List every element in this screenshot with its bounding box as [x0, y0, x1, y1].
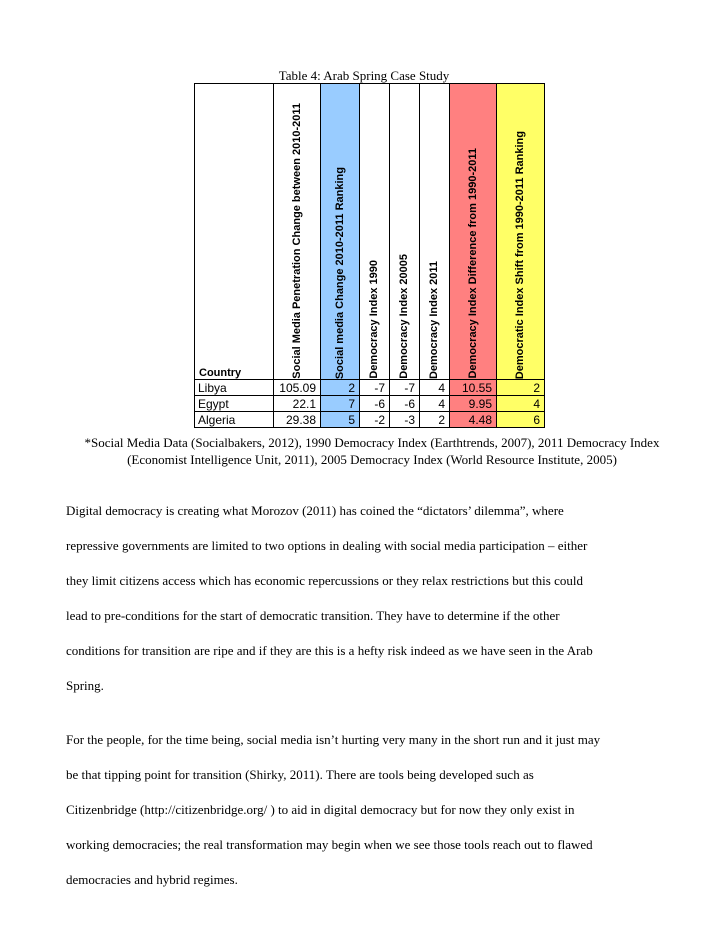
paragraph-line: repressive governments are limited to two options in dealing with social media participation – either — [66, 538, 588, 553]
cell-smpc: 105.09 — [274, 380, 321, 396]
table-row — [195, 412, 545, 428]
paragraph-line: democracies and hybrid regimes. — [66, 872, 238, 887]
cell-di-shift: 2 — [497, 380, 545, 396]
header-democracy-index-2005: Democracy Index 20005 — [390, 84, 420, 380]
footnote-line: (Economist Intelligence Unit, 2011), 2005 Democracy Index (World Resource Institute, 2005) — [127, 452, 617, 467]
table-row — [195, 396, 545, 412]
paragraph-line: working democracies; the real transformation may begin when we see those tools reach out to flawed — [66, 837, 593, 852]
cell-di1990: -2 — [360, 412, 390, 428]
header-democracy-index-2011: Democracy Index 2011 — [420, 84, 450, 380]
cell-smc-rank: 7 — [321, 396, 360, 412]
paragraph-line: For the people, for the time being, social media isn’t hurting very many in the short run and it just may — [66, 732, 601, 747]
header-democracy-index-1990: Democracy Index 1990 — [360, 84, 390, 380]
paragraph-line: conditions for transition are ripe and if they are this is a hefty risk indeed as we have seen in the Arab — [66, 643, 593, 658]
header-democracy-index-difference: Democracy Index Difference from 1990-2011 — [450, 84, 497, 380]
header-democratic-index-shift-ranking: Democratic Index Shift from 1990-2011 Ranking — [497, 84, 545, 380]
paragraph-line: they limit citizens access which has economic repercussions or they relax restrictions but this could — [66, 573, 583, 588]
header-social-media-change-ranking: Social media Change 2010-2011 Ranking — [321, 84, 360, 380]
paragraph-line: lead to pre-conditions for the start of democratic transition. They have to determine if the other — [66, 608, 560, 623]
paragraph-line: Digital democracy is creating what Morozov (2011) has coined the “dictators’ dilemma”, where — [66, 503, 564, 518]
cell-di2005: -7 — [390, 380, 420, 396]
cell-smc-rank: 5 — [321, 412, 360, 428]
arab-spring-table — [194, 83, 545, 428]
table-caption: Table 4: Arab Spring Case Study — [278, 68, 450, 83]
cell-smpc: 29.38 — [274, 412, 321, 428]
cell-di2011: 4 — [420, 396, 450, 412]
cell-di1990: -6 — [360, 396, 390, 412]
paragraph-line: Spring. — [66, 678, 104, 693]
cell-di-diff: 4.48 — [450, 412, 497, 428]
cell-di-shift: 4 — [497, 396, 545, 412]
cell-country: Libya — [195, 380, 274, 396]
cell-di2005: -6 — [390, 396, 420, 412]
header-social-media-penetration-change: Social Media Penetration Change between 2010-2011 — [274, 84, 321, 380]
cell-di-diff: 10.55 — [450, 380, 497, 396]
paragraph-line: be that tipping point for transition (Shirky, 2011). There are tools being developed such as — [66, 767, 534, 782]
cell-country: Egypt — [195, 396, 274, 412]
header-country: Country — [195, 84, 274, 380]
footnote-line: *Social Media Data (Socialbakers, 2012), 1990 Democracy Index (Earthtrends, 2007), 2011 Democracy Index — [84, 435, 660, 450]
cell-di-diff: 9.95 — [450, 396, 497, 412]
cell-country: Algeria — [195, 412, 274, 428]
cell-di2011: 4 — [420, 380, 450, 396]
header-row — [195, 84, 545, 380]
cell-di1990: -7 — [360, 380, 390, 396]
paragraph-line: Citizenbridge (http://citizenbridge.org/ ) to aid in digital democracy but for now they only exist in — [66, 802, 575, 817]
cell-smpc: 22.1 — [274, 396, 321, 412]
table-row — [195, 380, 545, 396]
table-footnote — [62, 434, 682, 468]
cell-smc-rank: 2 — [321, 380, 360, 396]
cell-di2005: -3 — [390, 412, 420, 428]
cell-di-shift: 6 — [497, 412, 545, 428]
cell-di2011: 2 — [420, 412, 450, 428]
